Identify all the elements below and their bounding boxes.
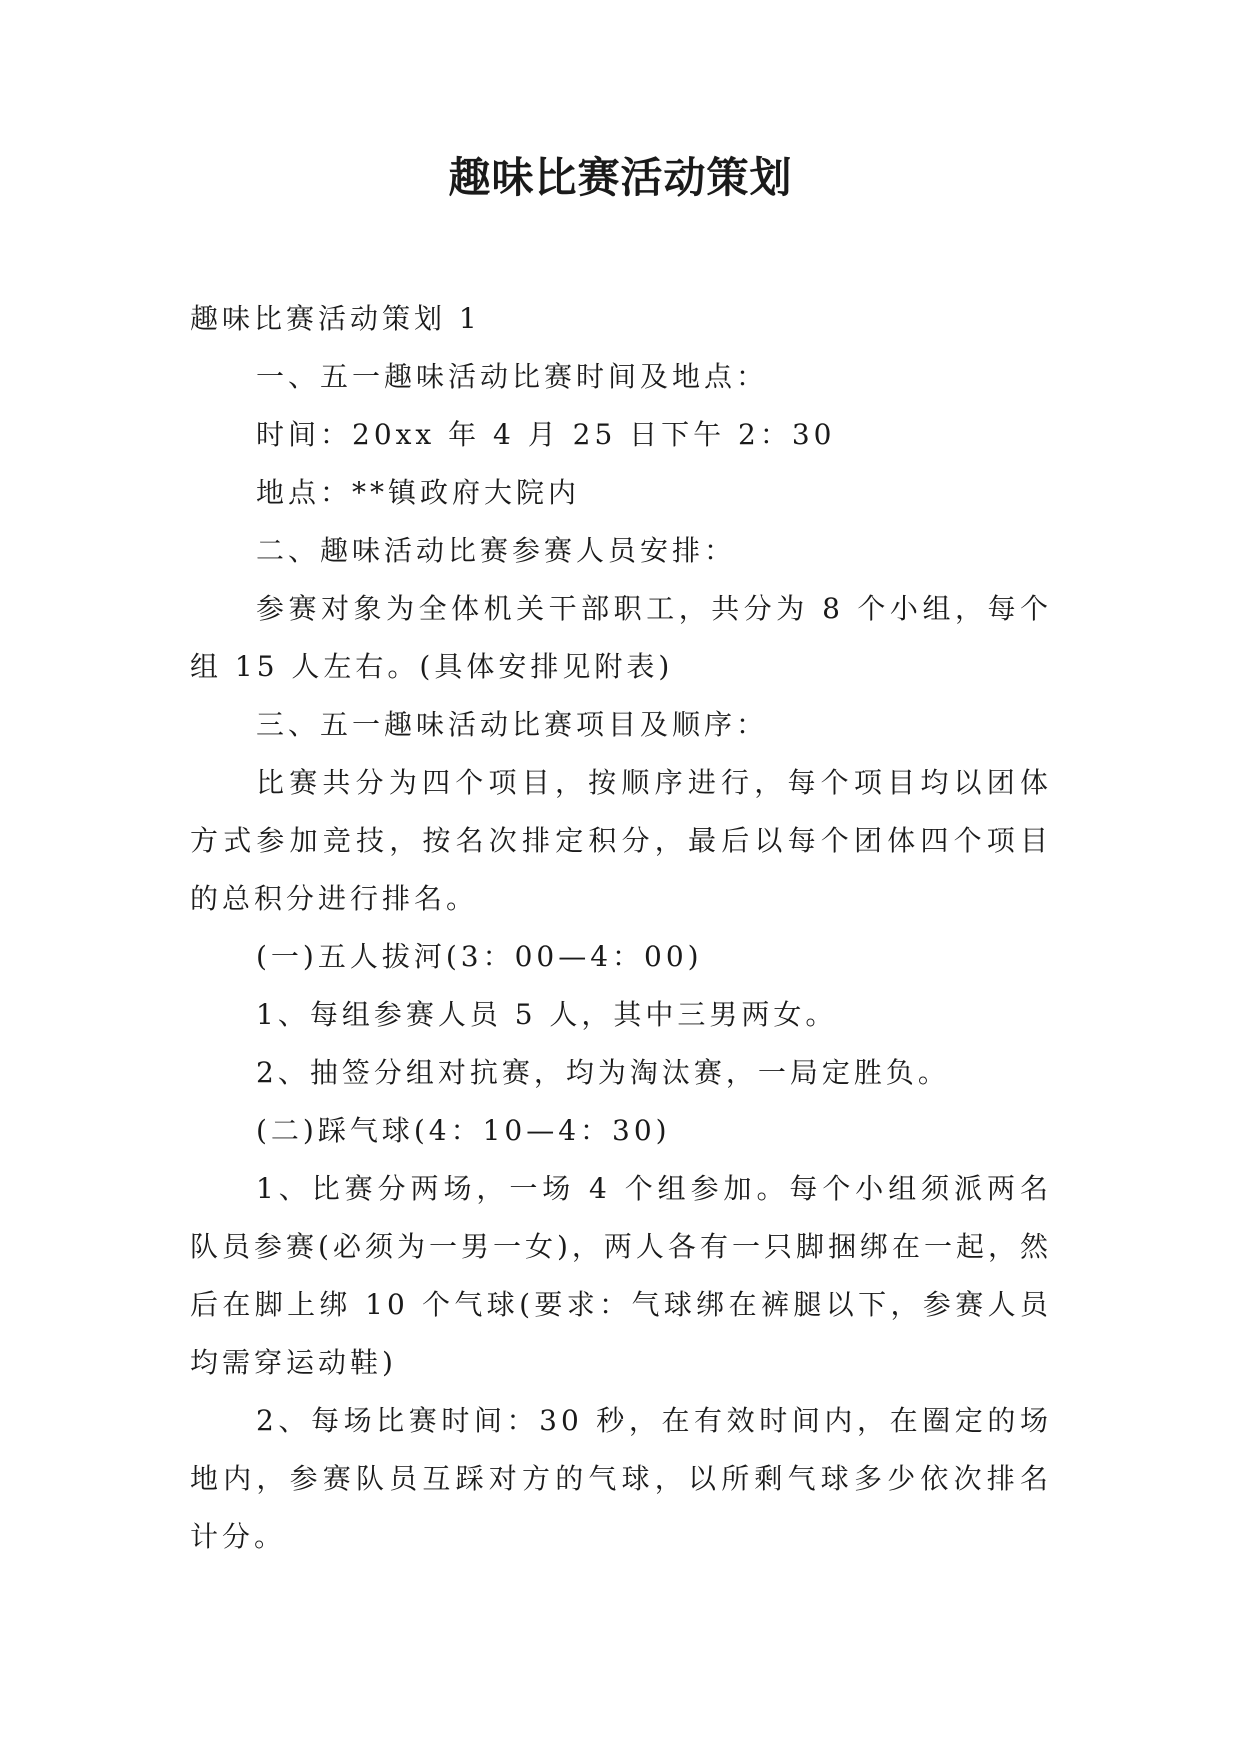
document-title: 趣味比赛活动策划 [448, 153, 793, 202]
paragraph: 时间：20xx 年 4 月 25 日下午 2：30 [256, 418, 836, 451]
paragraph: (一)五人拔河(3：00—4：00) [256, 940, 703, 973]
paragraph: 二、趣味活动比赛参赛人员安排： [256, 534, 737, 567]
paragraph: 比赛共分为四个项目，按顺序进行，每个项目均以团体方式参加竞技，按名次排定积分，最后以每个团体四个项目的总积分进行排名。 [190, 766, 1052, 915]
paragraph: 2、抽签分组对抗赛，均为淘汰赛，一局定胜负。 [256, 1056, 950, 1089]
paragraph: 一、五一趣味活动比赛时间及地点： [256, 360, 769, 393]
paragraph: 1、比赛分两场，一场 4 个组参加。每个小组须派两名队员参赛(必须为一男一女)，两人各有一只脚捆绑在一起，然后在脚上绑 10 个气球(要求：气球绑在裤腿以下，参赛人员均需穿运动鞋) [190, 1172, 1052, 1379]
paragraph: 1、每组参赛人员 5 人，其中三男两女。 [256, 998, 838, 1031]
document-body [190, 290, 1052, 1566]
paragraph: (二)踩气球(4：10—4：30) [256, 1114, 671, 1147]
paragraph: 参赛对象为全体机关干部职工，共分为 8 个小组，每个组 15 人左右。(具体安排见附表) [190, 592, 1052, 683]
paragraph: 2、每场比赛时间：30 秒，在有效时间内，在圈定的场地内，参赛队员互踩对方的气球，以所剩气球多少依次排名计分。 [190, 1404, 1052, 1553]
section-heading: 趣味比赛活动策划 1 [190, 302, 481, 335]
paragraph: 三、五一趣味活动比赛项目及顺序： [256, 708, 769, 741]
paragraph: 地点：**镇政府大院内 [256, 476, 581, 509]
